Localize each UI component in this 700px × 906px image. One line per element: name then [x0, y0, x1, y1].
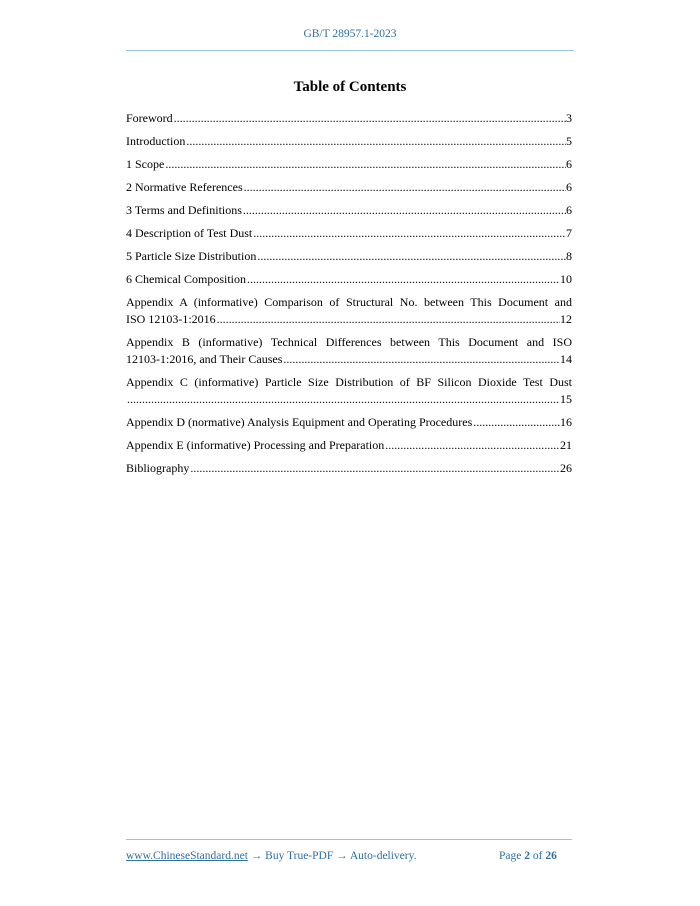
footer-divider	[126, 839, 572, 840]
toc-entry-test-dust[interactable]	[126, 225, 572, 242]
dot-leader	[165, 156, 566, 173]
toc-entry-page: 6	[566, 180, 572, 194]
auto-delivery-text: Auto-delivery.	[349, 850, 417, 862]
dot-leader	[247, 271, 560, 288]
toc-entry-introduction[interactable]	[126, 133, 572, 150]
toc-entry-title-line1: Appendix C (informative) Particle Size Distribution of BF Silicon Dioxide Test Dust	[126, 375, 572, 389]
running-header: GB/T 28957.1-2023	[303, 28, 397, 40]
toc-entry-title: Foreword	[126, 111, 173, 125]
toc-entry-title-line2: 12103-1:2016, and Their Causes	[126, 352, 283, 366]
dot-leader	[283, 351, 560, 368]
page-current: 2	[524, 850, 530, 862]
toc-entry-title: 5 Particle Size Distribution	[126, 249, 257, 263]
toc-entry-normative-references[interactable]	[126, 179, 572, 196]
page-total: 26	[545, 850, 557, 862]
toc-entry-page: 15	[560, 392, 572, 406]
toc-entry-page: 3	[566, 111, 572, 125]
toc-entry-page: 12	[560, 312, 572, 326]
toc-entry-terms-definitions[interactable]	[126, 202, 572, 219]
page-word: Page	[499, 850, 522, 862]
dot-leader	[217, 311, 560, 328]
dot-leader	[244, 179, 566, 196]
table-of-contents	[126, 110, 572, 477]
toc-entry-title: Appendix D (normative) Analysis Equipment and Operating Procedures	[126, 415, 473, 429]
dot-leader	[385, 437, 560, 454]
toc-entry-page: 6	[566, 157, 572, 171]
toc-entry-appendix-b[interactable]	[126, 334, 572, 368]
toc-entry-page: 21	[560, 438, 572, 452]
toc-entry-particle-size[interactable]	[126, 248, 572, 265]
toc-entry-title: 4 Description of Test Dust	[126, 226, 253, 240]
toc-entry-scope[interactable]	[126, 156, 572, 173]
toc-entry-chemical-composition[interactable]	[126, 271, 572, 288]
toc-entry-page: 7	[566, 226, 572, 240]
toc-entry-page: 5	[566, 134, 572, 148]
toc-entry-title: Appendix E (informative) Processing and Preparation	[126, 438, 385, 452]
header-divider	[126, 50, 574, 51]
toc-entry-appendix-d[interactable]	[126, 414, 572, 431]
dot-leader	[127, 391, 560, 408]
toc-entry-title: 2 Normative References	[126, 180, 243, 194]
dot-leader	[186, 133, 566, 150]
toc-entry-appendix-e[interactable]	[126, 437, 572, 454]
toc-entry-title-line1: Appendix B (informative) Technical Differences between This Document and ISO	[126, 335, 572, 349]
page-of: of	[532, 850, 543, 862]
toc-entry-page: 8	[566, 249, 572, 263]
toc-entry-title: 1 Scope	[126, 157, 165, 171]
arrow-right-icon: →	[250, 850, 263, 862]
toc-entry-title: Bibliography	[126, 461, 190, 475]
toc-entry-title: 3 Terms and Definitions	[126, 203, 242, 217]
dot-leader	[257, 248, 566, 265]
dot-leader	[473, 414, 560, 431]
buy-pdf-link[interactable]: Buy True-PDF	[265, 850, 334, 862]
dot-leader	[253, 225, 566, 242]
arrow-right-icon: →	[336, 850, 348, 862]
toc-entry-bibliography[interactable]	[126, 460, 572, 477]
toc-entry-page: 10	[560, 272, 572, 286]
toc-entry-page: 6	[566, 203, 572, 217]
toc-entry-title-line2: ISO 12103-1:2016	[126, 312, 216, 326]
toc-entry-title: 6 Chemical Composition	[126, 272, 246, 286]
footer-promo	[126, 850, 417, 862]
toc-entry-page: 14	[560, 352, 572, 366]
page-number	[499, 850, 557, 862]
page-title: Table of Contents	[293, 79, 407, 95]
dot-leader	[243, 202, 566, 219]
toc-entry-title: Introduction	[126, 134, 186, 148]
toc-entry-title-line1: Appendix A (informative) Comparison of Structural No. between This Document and	[126, 295, 572, 309]
toc-entry-page: 26	[560, 461, 572, 475]
toc-entry-appendix-a[interactable]	[126, 294, 572, 328]
site-link[interactable]: www.ChineseStandard.net	[126, 850, 248, 862]
toc-entry-page: 16	[560, 415, 572, 429]
toc-entry-foreword[interactable]	[126, 110, 572, 127]
dot-leader	[174, 110, 566, 127]
dot-leader	[190, 460, 560, 477]
toc-entry-appendix-c[interactable]	[126, 374, 572, 408]
